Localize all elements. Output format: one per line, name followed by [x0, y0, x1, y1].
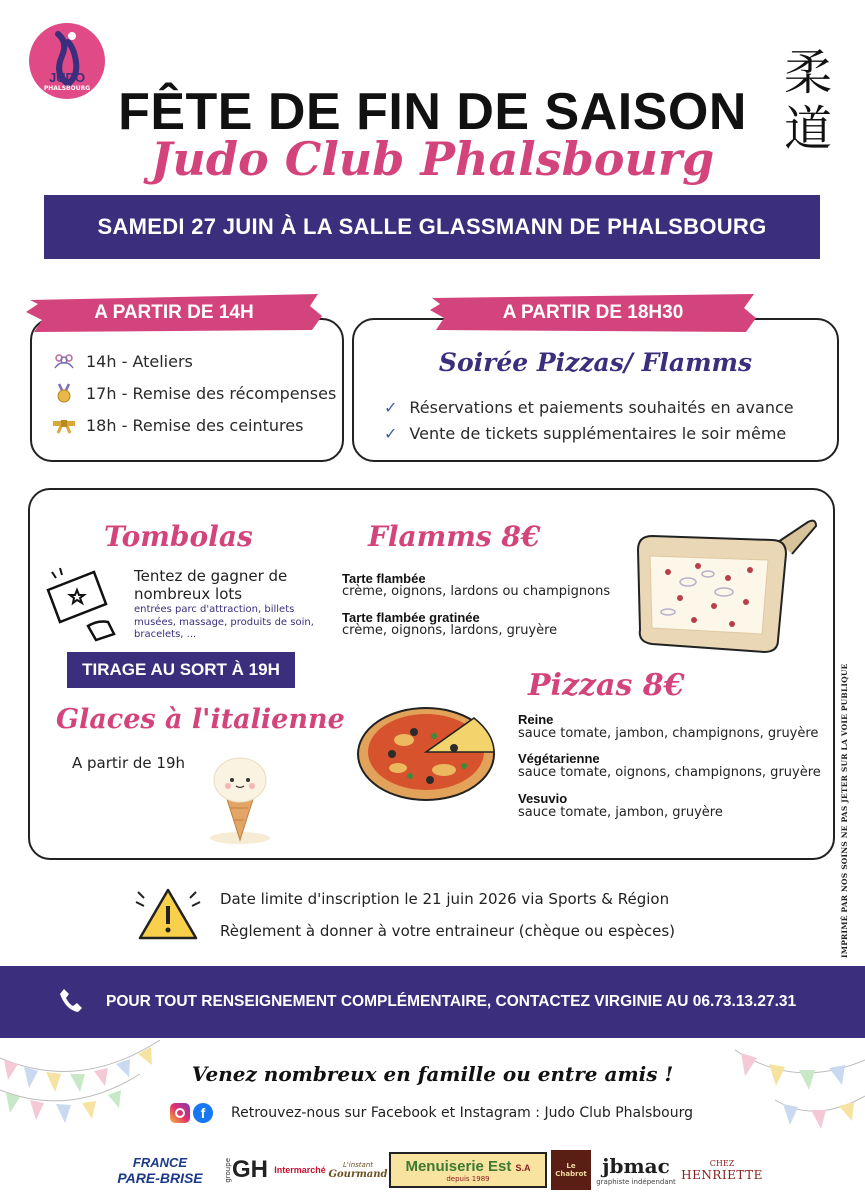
- sponsor-chez-henriette: [682, 1150, 762, 1190]
- pizza-desc: sauce tomate, oignons, champignons, gruyère: [518, 765, 821, 780]
- pizza-illustration: [354, 696, 504, 806]
- flamms-title: Flamms 8€: [368, 520, 541, 553]
- pizza-name: Végétarienne: [518, 751, 600, 766]
- activity-item: [52, 382, 336, 404]
- date-banner: SAMEDI 27 JUIN À LA SALLE GLASSMANN DE PHALSBOURG: [44, 195, 820, 259]
- sponsor-france-pare-brise: [104, 1150, 216, 1190]
- sponsor-8-top: CHEZ: [709, 1158, 735, 1168]
- bunting-right: [735, 1040, 865, 1140]
- sponsor-5-sub: depuis 1989: [446, 1174, 490, 1183]
- sponsor-5-suffix: S.A: [515, 1162, 531, 1173]
- sponsor-3-text: Intermarché: [274, 1165, 326, 1175]
- sponsor-6-text: Le Chabrot: [555, 1162, 587, 1178]
- evening-label: [428, 290, 758, 336]
- sponsor-intermarche: [272, 1150, 328, 1190]
- activity-item: [52, 414, 303, 436]
- pizza-name: Reine: [518, 712, 554, 727]
- notice-line2: Règlement à donner à votre entraineur (chèque ou espèces): [220, 922, 676, 940]
- sponsor-2-side: groupe: [224, 1157, 232, 1183]
- sponsor-le-chabrot: [551, 1150, 591, 1190]
- sponsor-4-main: Gourmand: [328, 1168, 388, 1180]
- sponsor-2-main: GH: [232, 1156, 268, 1183]
- medal-icon: [52, 382, 76, 404]
- sponsor-7-sub: graphiste indépendant: [596, 1178, 676, 1186]
- glaces-text: A partir de 19h: [72, 754, 186, 772]
- flamm-desc: crème, oignons, lardons ou champignons: [342, 584, 611, 599]
- sponsor-1-top: FRANCE: [132, 1154, 188, 1170]
- afternoon-label-text: A PARTIR DE 14H: [94, 302, 254, 323]
- afternoon-label: [24, 290, 324, 336]
- draw-banner: TIRAGE AU SORT À 19H: [67, 652, 295, 688]
- kanji-ju: 柔: [783, 45, 832, 101]
- sponsor-1-bottom: PARE-BRISE: [117, 1169, 203, 1186]
- pizza-desc: sauce tomate, jambon, gruyère: [518, 805, 723, 820]
- ice-cream-icon: [204, 740, 276, 846]
- pizzas-title: Pizzas 8€: [528, 668, 685, 703]
- evening-item: [384, 424, 786, 443]
- vertical-notice: [838, 663, 852, 960]
- sponsor-7-main: jbmac: [602, 1154, 670, 1178]
- notice-line1: Date limite d'inscription le 21 juin 2026 via Sports & Région: [220, 890, 670, 908]
- sponsor-groupe-gh: [226, 1150, 266, 1190]
- tombolas-main: Tentez de gagner de nombreux lots: [134, 567, 288, 603]
- sponsor-instant-gourmand: [328, 1150, 388, 1190]
- sponsor-jbmac: [596, 1150, 676, 1190]
- contact-bar: [0, 966, 865, 1038]
- check-icon: ✓: [384, 424, 398, 443]
- sub-title: Judo Club Phalsbourg: [150, 132, 715, 186]
- kanji-judo: [778, 45, 838, 157]
- tombolas-title: Tombolas: [104, 520, 253, 553]
- activity-text: 17h - Remise des récompenses: [86, 383, 337, 403]
- evening-item-text: Vente de tickets supplémentaires le soir même: [409, 424, 787, 443]
- bunting-left: [0, 1040, 170, 1140]
- vertical-notice-text: IMPRIMÉ PAR NOS SOINS NE PAS JETER SUR LA VOIE PUBLIQUE: [840, 663, 849, 958]
- facebook-icon[interactable]: f: [193, 1103, 213, 1123]
- pizza-desc: sauce tomate, jambon, champignons, gruyère: [518, 726, 819, 741]
- glaces-title: Glaces à l'italienne: [56, 704, 345, 735]
- logo-text: JUDO: [48, 70, 86, 85]
- tombolas-detail: entrées parc d'attraction, billets musées, massage, produits de soin, bracelets, ...: [134, 604, 314, 640]
- afternoon-box: [30, 318, 344, 462]
- contact-text: POUR TOUT RENSEIGNEMENT COMPLÉMENTAIRE, CONTACTEZ VIRGINIE AU 06.73.13.27.31: [106, 993, 797, 1010]
- activity-text: 14h - Ateliers: [86, 351, 193, 371]
- evening-title: Soirée Pizzas/ Flamms: [438, 348, 753, 377]
- instagram-icon[interactable]: [170, 1103, 190, 1123]
- social-text: Retrouvez-nous sur Facebook et Instagram : Judo Club Phalsbourg: [231, 1105, 694, 1121]
- flamm-name: Tarte flambée: [342, 571, 426, 586]
- phone-icon: [58, 987, 84, 1017]
- flamm-name: Tarte flambée gratinée: [342, 610, 480, 625]
- tarte-flambee-illustration: [628, 516, 818, 654]
- belt-icon: [52, 414, 76, 436]
- evening-item-text: Réservations et paiements souhaités en avance: [409, 398, 794, 417]
- activity-text: 18h - Remise des ceintures: [86, 415, 304, 435]
- kanji-do: 道: [783, 101, 832, 157]
- warning-icon: [134, 880, 202, 946]
- evening-item: [384, 398, 794, 417]
- slogan: Venez nombreux en famille ou entre amis !: [191, 1062, 674, 1086]
- ticket-icon: [42, 566, 122, 642]
- check-icon: ✓: [384, 398, 398, 417]
- social-line: [170, 1103, 693, 1123]
- sponsor-menuiserie-est: [389, 1152, 547, 1188]
- evening-label-text: A PARTIR DE 18H30: [502, 302, 684, 323]
- sponsor-4-top: L'instant: [342, 1160, 374, 1169]
- sponsor-5-main: Menuiserie Est: [405, 1157, 512, 1175]
- evening-box: [352, 318, 839, 462]
- flamm-desc: crème, oignons, lardons, gruyère: [342, 623, 558, 638]
- sponsor-8-main: HENRIETTE: [681, 1167, 763, 1182]
- activity-item: [52, 350, 193, 372]
- main-title: FÊTE DE FIN DE SAISON: [118, 83, 747, 141]
- pizza-name: Vesuvio: [518, 791, 568, 806]
- logo-subtext: PHALSBOURG: [43, 85, 91, 92]
- people-icon: [52, 350, 76, 372]
